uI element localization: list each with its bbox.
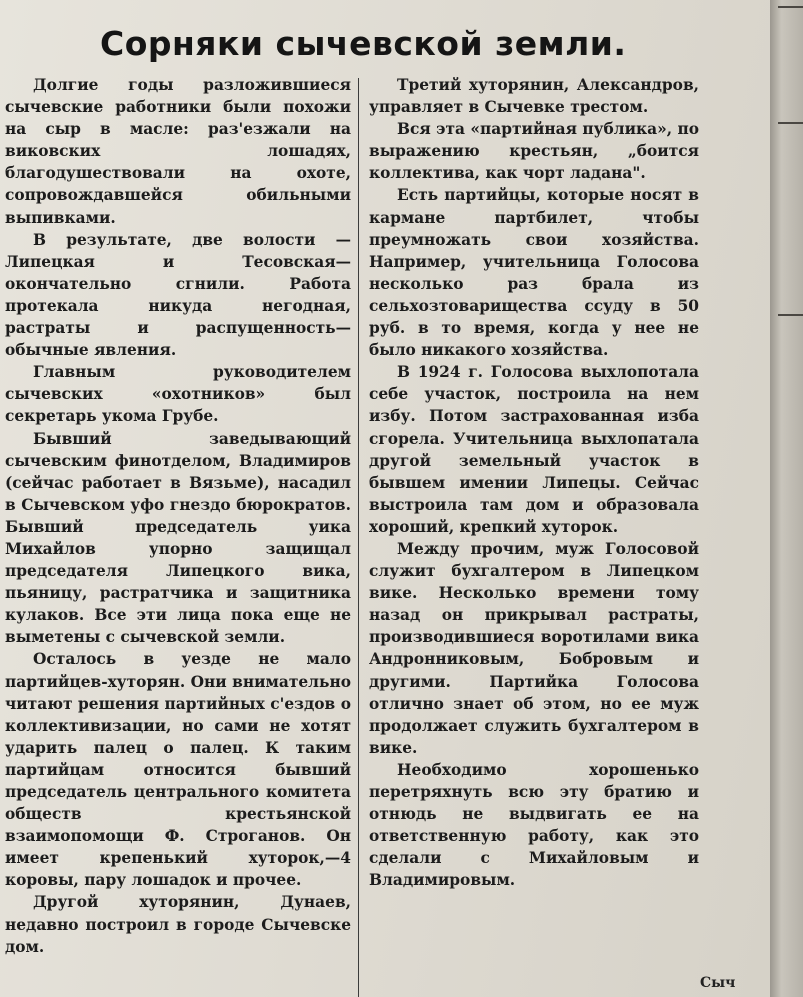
article-paragraph: Осталось в уезде не мало партийцев-хуторян. Они внимательно читают решения партийных с'ездов о коллективизации, но сами не хотят ударить палец о палец. К таким партийцам относится бывший председатель центрального комитета обществ крестьянской взаимопомощи Ф. Строганов. Он имеет крепенький хуторок,—4 коровы, пару лошадок и прочее. <box>5 650 351 890</box>
column-divider <box>358 78 359 997</box>
article-paragraph: Третий хуторянин, Александров, управляет в Сычевке трестом. <box>369 76 699 117</box>
article-paragraph: В результате, две волости — Липецкая и Тесовская—окончательно сгнили. Работа протекала никуда негодная, растраты и распущенность— обычные явления. <box>5 230 351 360</box>
sheet-line <box>778 122 803 124</box>
sheet-line <box>778 314 803 316</box>
article-paragraph: Есть партийцы, которые носят в кармане партбилет, чтобы преумножать свои хозяйства. Например, учительница Голосова несколько раз брала из сельхозтоварищества ссуду в 50 руб. в то время, когда у нее не было никакого хозяйства. <box>369 186 699 360</box>
article-paragraph: Бывший заведывающий сычевским финотделом, Владимиров (сейчас работает в Вязьме), насадил в Сычевском уфо гнездо бюрократов. Бывший председатель уика Михайлов упорно защищал председателя Липецкого вика, пьяницу, растратчика и защитника кулаков. Все эти лица пока еще не выметены с сычевской земли. <box>5 429 351 647</box>
signature-fragment: Сыч <box>700 975 736 991</box>
article-right-column <box>369 74 699 891</box>
article-paragraph: Вся эта «партийная публика», по выражению крестьян, „боится коллектива, как чорт ладана". <box>369 120 699 183</box>
article-paragraph: Другой хуторянин, Дунаев, недавно построил в городе Сычевске дом. <box>5 893 351 956</box>
article-paragraph: Необходимо хорошенько перетряхнуть всю эту братию и отнюдь не выдвигать ее на ответственную работу, как это сделали с Михайловым и Владимировым. <box>369 760 699 890</box>
article-paragraph: Между прочим, муж Голосовой служит бухгалтером в Липецком вике. Несколько времени тому назад он прикрывал растраты, производившиеся воротилами вика Андронниковым, Бобровым и другими. Партийка Голосова отлично знает об этом, но ее муж продолжает служить бухгалтером в вике. <box>369 539 699 757</box>
article-title: Сорняки сычевской земли. <box>100 24 627 63</box>
article-paragraph: В 1924 г. Голосова выхлопотала себе участок, построила на нем избу. Потом застрахованная изба сгорела. Учительница выхлопатала другой земельный участок в бывшем имении Липецы. Сейчас выстроила там дом и образовала хороший, крепкий хуторок. <box>369 363 699 536</box>
article-paragraph: Главным руководителем сычевских «охотников» был секретарь укома Грубе. <box>5 363 351 426</box>
sheet-line <box>778 6 803 8</box>
article-left-column <box>5 74 351 958</box>
page-edge <box>770 0 803 997</box>
article-paragraph: Долгие годы разложившиеся сычевские работники были похожи на сыр в масле: раз'езжали на виковских лошадях, благодушествовали на охоте, сопровождавшейся обильными выпивками. <box>5 76 351 227</box>
